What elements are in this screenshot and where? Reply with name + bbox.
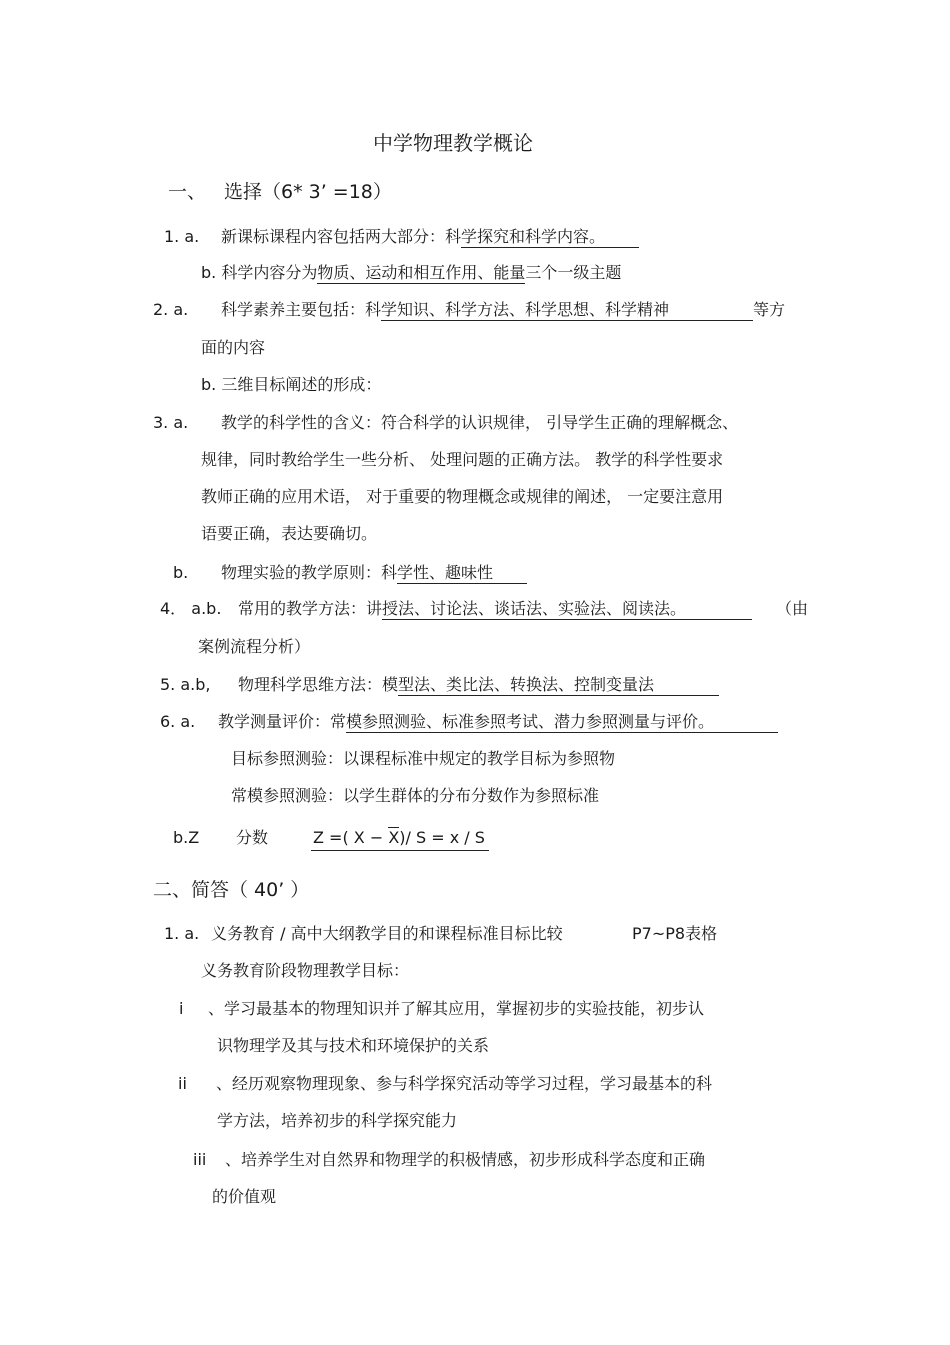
list-marker: iii: [193, 1150, 207, 1169]
question-prefix: 教学测量评价：常: [218, 712, 347, 731]
answer-blank: 授法、讨论法、谈话法、实验法、阅读法。: [382, 600, 752, 620]
question-label: 分数: [236, 828, 269, 847]
question-text: [201, 263, 621, 284]
question-text: 义务教育 / 高中大纲教学目的和课程标准目标比较: [211, 924, 563, 943]
definition-line: 目标参照测验：以课程标准中规定的教学目标为参照物: [231, 749, 616, 768]
question-number: 1. a.: [164, 924, 200, 943]
question-number: 1. a.: [164, 227, 200, 246]
question-prefix: 物理科学思维方法：模: [238, 675, 399, 694]
question-suffix: 等方: [753, 300, 786, 319]
page-reference: P7~P8表格: [632, 924, 718, 943]
formula-part: )/ S = x / S: [399, 828, 485, 847]
paragraph-line: 规律，同时教给学生一些分析、 处理问题的正确方法。 教学的科学性要求: [201, 450, 724, 469]
list-item-line: 、经历观察物理现象、参与科学探究活动等学习过程，学习最基本的科: [216, 1074, 713, 1093]
question-text: [218, 712, 778, 733]
answer-blank: 学性、趣味性: [397, 564, 527, 584]
list-item-line: 、学习最基本的物理知识并了解其应用，掌握初步的实验技能，初步认: [208, 999, 705, 1018]
answer-blank: 学知识、科学方法、科学思想、科学精神: [381, 301, 753, 321]
subheading: 义务教育阶段物理教学目标：: [201, 961, 410, 980]
question-number: 6. a.: [160, 712, 196, 731]
answer-blank: 物质、运动和相互作用、能量: [317, 263, 526, 282]
formula-part: Z =( X −: [313, 828, 389, 847]
question-suffix: 三个一级主题: [525, 263, 622, 282]
answer-blank: 模参照测验、标准参照考试、潜力参照测量与评价。: [346, 713, 778, 733]
definition-line: 常模参照测验：以学生群体的分布分数作为参照标准: [231, 786, 600, 805]
x-bar-symbol: X: [388, 828, 400, 847]
formula-underline: [311, 828, 489, 851]
question-number: 2. a.: [153, 300, 189, 319]
question-number: 3. a.: [153, 413, 189, 432]
question-text: [238, 599, 752, 620]
section-heading: 二、简答（ 40’ ）: [153, 879, 310, 901]
z-score-formula: [311, 828, 489, 851]
list-item-line: 识物理学及其与技术和环境保护的关系: [217, 1036, 490, 1055]
page-title: 中学物理教学概论: [373, 131, 533, 155]
list-marker: ii: [178, 1074, 187, 1093]
question-number: b.Z: [173, 828, 200, 847]
question-prefix: b. 科学内容分为: [201, 263, 318, 282]
answer-blank: 型法、类比法、转换法、控制变量法: [398, 676, 719, 696]
paragraph-line: 语要正确，表达要确切。: [201, 524, 378, 543]
question-continuation: 案例流程分析）: [198, 637, 311, 656]
question-text: [238, 675, 719, 696]
list-item-line: 学方法，培养初步的科学探究能力: [217, 1111, 458, 1130]
question-suffix: （由: [776, 599, 809, 618]
question-number: 4． a.b.: [160, 599, 222, 618]
question-text: [221, 563, 527, 584]
list-item-line: 、培养学生对自然界和物理学的积极情感，初步形成科学态度和正确: [225, 1150, 706, 1169]
section-number: 一、: [168, 181, 207, 203]
question-text: [221, 300, 785, 321]
paragraph-line: 教师正确的应用术语， 对于重要的物理概念或规律的阐述， 一定要注意用: [201, 487, 724, 506]
question-prefix: 新课标课程内容包括两大部分：科: [221, 227, 462, 246]
question-number: b.: [173, 563, 189, 582]
answer-blank: 学探究和科学内容。: [461, 228, 639, 248]
question-number: 5. a.b,: [160, 675, 211, 694]
question-text: [221, 227, 639, 248]
section-heading: 选择（6* 3’ =18）: [224, 181, 392, 203]
question-text: b. 三维目标阐述的形成：: [201, 375, 382, 394]
list-item-line: 的价值观: [212, 1187, 277, 1206]
question-continuation: 面的内容: [201, 338, 266, 357]
list-marker: i: [179, 999, 184, 1018]
question-prefix: 科学素养主要包括：科: [221, 300, 382, 319]
question-prefix: 常用的教学方法：讲: [238, 599, 383, 618]
question-prefix: 物理实验的教学原则：科: [221, 563, 398, 582]
paragraph-line: 教学的科学性的含义：符合科学的认识规律， 引导学生正确的理解概念、: [221, 413, 739, 432]
